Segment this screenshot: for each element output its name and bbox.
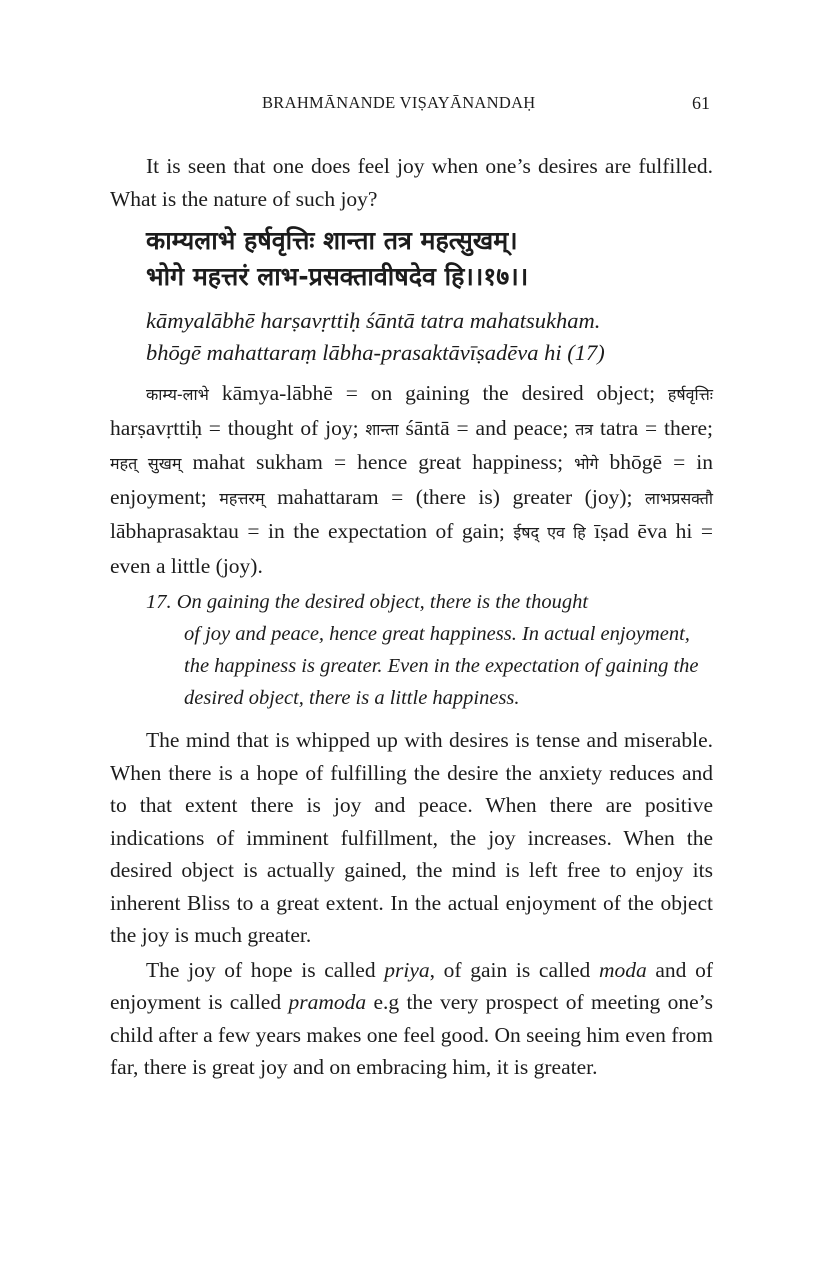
glossary-devanagari: महत् सुखम्: [110, 454, 182, 473]
translation-number: 17.: [146, 591, 172, 613]
translation-first-text: On gaining the desired object, there is the thought: [176, 591, 589, 613]
glossary-devanagari: हर्षवृत्तिः: [667, 385, 713, 404]
intro-paragraph: It is seen that one does feel joy when one’s desires are fulfilled. What is the nature of such joy?: [110, 154, 713, 211]
glossary-entry: महत् सुखम् mahat sukham = hence great happiness;: [110, 450, 564, 474]
glossary-meaning: and peace;: [475, 415, 569, 440]
translation-body: of joy and peace, hence great happiness. In actual enjoyment, the happiness is greater. Even in the expectation of gaining the desired object, there is a little happiness.: [184, 623, 699, 709]
verse-line-1: काम्यलाभे हर्षवृत्तिः शान्ता तत्र महत्सुखम्।: [146, 226, 518, 255]
verse-translation: [146, 586, 713, 714]
p3-text-4: e.g the very prospect of meeting one’s child after a few years makes one feel good. On seeing him even from far, there is great joy and on embracing him, it is greater.: [110, 990, 714, 1079]
glossary-meaning: on gaining the desired object;: [370, 381, 656, 405]
glossary-meaning: there;: [664, 415, 713, 440]
glossary-roman: īṣad ēva hi: [594, 519, 693, 543]
page-number: 61: [692, 93, 710, 113]
glossary-entry: लाभप्रसक्तौ lābhaprasaktau = in the expectation of gain;: [110, 488, 714, 543]
term-moda: moda: [598, 957, 647, 982]
glossary-roman: śāntā: [405, 415, 450, 440]
commentary-paragraph-2: [110, 954, 713, 1084]
glossary-meaning: hence great happiness;: [357, 450, 564, 474]
glossary-roman: tatra: [600, 415, 639, 440]
word-glossary: [110, 377, 713, 582]
term-priya: priya: [384, 957, 430, 982]
glossary-roman: kāmya-lābhē: [221, 381, 333, 405]
glossary-roman: bhōgē: [609, 450, 663, 474]
glossary-devanagari: महत्तरम्: [219, 488, 265, 508]
glossary-devanagari: ईषद् एव हि: [513, 523, 586, 542]
glossary-entry: ईषद् एव हि īṣad ēva hi = even a little (joy).: [110, 519, 713, 578]
transliteration-line-1: kāmyalābhē harṣavṛttiḥ śāntā tatra mahatsukham.: [146, 308, 601, 333]
glossary-roman: harṣavṛttiḥ: [110, 415, 202, 440]
verse-transliteration: [146, 305, 713, 369]
running-head: BRAHMĀNANDE VIṢAYĀNANDAḤ: [262, 93, 536, 112]
glossary-entry: काम्य-लाभे kāmya-lābhē = on gaining the desired object;: [146, 381, 656, 405]
verse-line-2: भोगे महत्तरं लाभ-प्रसक्तावीषदेव हि।।१७।।: [146, 262, 529, 291]
glossary-meaning: in the expectation of gain;: [268, 519, 505, 543]
term-pramoda: pramoda: [288, 990, 367, 1014]
glossary-entry: महत्तरम् mahattaram = (there is) greater (joy);: [219, 484, 633, 509]
glossary-roman: mahat sukham: [192, 450, 323, 474]
glossary-meaning: in enjoyment;: [110, 450, 714, 509]
glossary-entry: भोगे bhōgē = in enjoyment;: [110, 450, 714, 509]
glossary-roman: lābhaprasaktau: [110, 519, 239, 543]
glossary-devanagari: तत्र: [575, 419, 594, 439]
p3-text-3: and of enjoyment is called: [110, 957, 713, 1014]
transliteration-line-2: bhōgē mahattaraṃ lābha-prasaktāvīṣadēva hi (17): [146, 340, 605, 365]
glossary-entry: शान्ता śāntā = and peace;: [365, 415, 569, 440]
p3-text-1: The joy of hope is called: [146, 957, 385, 982]
page-header: [110, 93, 710, 119]
glossary-devanagari: लाभप्रसक्तौ: [645, 488, 714, 508]
glossary-meaning: thought of joy;: [227, 415, 359, 440]
p3-text-2: , of gain is called: [429, 957, 599, 982]
glossary-devanagari: काम्य-लाभे: [146, 385, 209, 404]
sanskrit-verse: [146, 223, 713, 295]
glossary-meaning: (there is) greater (joy);: [415, 484, 633, 509]
translation-first-line: [146, 586, 713, 618]
commentary-paragraph-1: The mind that is whipped up with desires is tense and miserable. When there is a hope of fulfilling the desire the anxiety reduces and to that extent there is joy and peace. When there are positive indications of imminent fulfillment, the joy increases. When the desired object is actually gained, the mind is left free to enjoy its inherent Bliss to a great extent. In the actual enjoyment of the object the joy is much greater.: [110, 728, 713, 947]
glossary-entry: तत्र tatra = there;: [575, 415, 713, 440]
glossary-devanagari: शान्ता: [365, 419, 399, 439]
glossary-entry: हर्षवृत्तिः harṣavṛttiḥ = thought of joy;: [110, 385, 713, 440]
glossary-roman: mahattaram: [277, 484, 379, 509]
glossary-meaning: even a little (joy).: [110, 553, 263, 578]
glossary-devanagari: भोगे: [574, 454, 599, 473]
page-body: [110, 150, 713, 1084]
